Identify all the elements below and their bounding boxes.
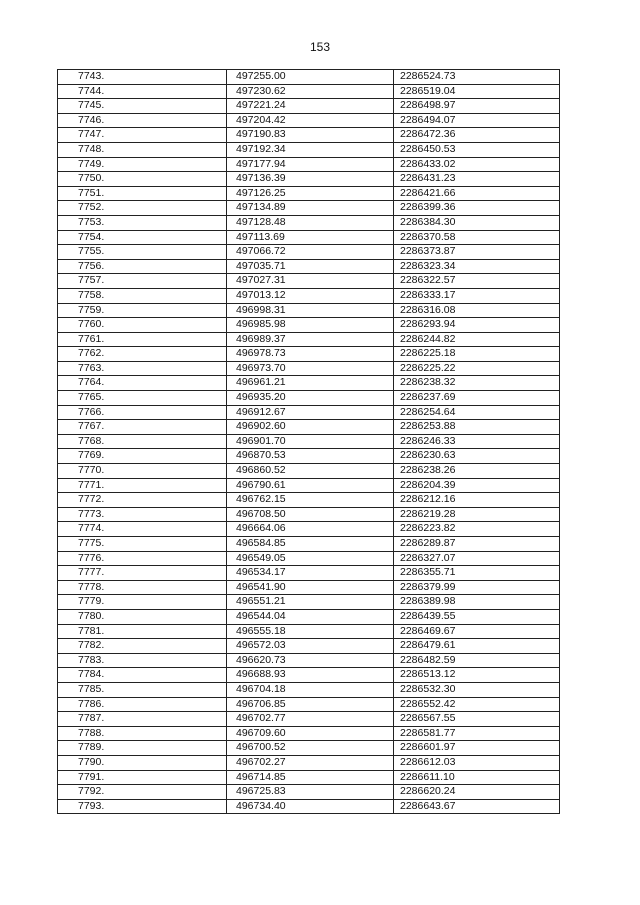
point-number-cell: 7764.	[58, 376, 227, 391]
table-row	[58, 682, 560, 697]
y-coordinate-cell: 2286316.08	[394, 303, 560, 318]
table-row	[58, 201, 560, 216]
point-number-cell: 7763.	[58, 361, 227, 376]
x-coordinate-cell: 496664.06	[227, 522, 394, 537]
x-coordinate-cell: 496935.20	[227, 391, 394, 406]
table-row	[58, 259, 560, 274]
point-number-cell: 7747.	[58, 128, 227, 143]
table-row	[58, 420, 560, 435]
x-coordinate-cell: 496584.85	[227, 537, 394, 552]
y-coordinate-cell: 2286225.18	[394, 347, 560, 362]
x-coordinate-cell: 497013.12	[227, 288, 394, 303]
y-coordinate-cell: 2286333.17	[394, 288, 560, 303]
x-coordinate-cell: 496985.98	[227, 318, 394, 333]
table-row	[58, 70, 560, 85]
table-row	[58, 157, 560, 172]
y-coordinate-cell: 2286513.12	[394, 668, 560, 683]
x-coordinate-cell: 496734.40	[227, 799, 394, 814]
point-number-cell: 7744.	[58, 84, 227, 99]
table-row	[58, 347, 560, 362]
table-row	[58, 785, 560, 800]
y-coordinate-cell: 2286238.26	[394, 464, 560, 479]
y-coordinate-cell: 2286431.23	[394, 172, 560, 187]
table-row	[58, 712, 560, 727]
table-row	[58, 537, 560, 552]
x-coordinate-cell: 497027.31	[227, 274, 394, 289]
x-coordinate-cell: 496973.70	[227, 361, 394, 376]
point-number-cell: 7768.	[58, 434, 227, 449]
y-coordinate-cell: 2286620.24	[394, 785, 560, 800]
point-number-cell: 7761.	[58, 332, 227, 347]
x-coordinate-cell: 496725.83	[227, 785, 394, 800]
x-coordinate-cell: 496534.17	[227, 566, 394, 581]
point-number-cell: 7754.	[58, 230, 227, 245]
point-number-cell: 7791.	[58, 770, 227, 785]
x-coordinate-cell: 496912.67	[227, 405, 394, 420]
table-row	[58, 128, 560, 143]
y-coordinate-cell: 2286293.94	[394, 318, 560, 333]
x-coordinate-cell: 496700.52	[227, 741, 394, 756]
x-coordinate-cell: 497192.34	[227, 142, 394, 157]
point-number-cell: 7757.	[58, 274, 227, 289]
point-number-cell: 7769.	[58, 449, 227, 464]
x-coordinate-cell: 496989.37	[227, 332, 394, 347]
y-coordinate-cell: 2286567.55	[394, 712, 560, 727]
x-coordinate-cell: 496708.50	[227, 507, 394, 522]
point-number-cell: 7785.	[58, 682, 227, 697]
y-coordinate-cell: 2286327.07	[394, 551, 560, 566]
x-coordinate-cell: 496541.90	[227, 580, 394, 595]
table-row	[58, 84, 560, 99]
y-coordinate-cell: 2286237.69	[394, 391, 560, 406]
y-coordinate-cell: 2286223.82	[394, 522, 560, 537]
x-coordinate-cell: 496902.60	[227, 420, 394, 435]
table-row	[58, 493, 560, 508]
table-row	[58, 770, 560, 785]
x-coordinate-cell: 497113.69	[227, 230, 394, 245]
point-number-cell: 7759.	[58, 303, 227, 318]
y-coordinate-cell: 2286355.71	[394, 566, 560, 581]
point-number-cell: 7762.	[58, 347, 227, 362]
x-coordinate-cell: 497136.39	[227, 172, 394, 187]
table-row	[58, 580, 560, 595]
y-coordinate-cell: 2286253.88	[394, 420, 560, 435]
x-coordinate-cell: 496620.73	[227, 653, 394, 668]
point-number-cell: 7778.	[58, 580, 227, 595]
y-coordinate-cell: 2286370.58	[394, 230, 560, 245]
y-coordinate-cell: 2286373.87	[394, 245, 560, 260]
x-coordinate-cell: 496702.77	[227, 712, 394, 727]
table-row	[58, 566, 560, 581]
table-row	[58, 639, 560, 654]
y-coordinate-cell: 2286524.73	[394, 70, 560, 85]
point-number-cell: 7767.	[58, 420, 227, 435]
x-coordinate-cell: 497128.48	[227, 215, 394, 230]
table-row	[58, 522, 560, 537]
table-row	[58, 274, 560, 289]
table-row	[58, 668, 560, 683]
point-number-cell: 7758.	[58, 288, 227, 303]
point-number-cell: 7752.	[58, 201, 227, 216]
table-row	[58, 464, 560, 479]
x-coordinate-cell: 497066.72	[227, 245, 394, 260]
y-coordinate-cell: 2286581.77	[394, 726, 560, 741]
x-coordinate-cell: 497230.62	[227, 84, 394, 99]
point-number-cell: 7781.	[58, 624, 227, 639]
table-row	[58, 303, 560, 318]
point-number-cell: 7766.	[58, 405, 227, 420]
x-coordinate-cell: 497035.71	[227, 259, 394, 274]
table-row	[58, 230, 560, 245]
x-coordinate-cell: 497221.24	[227, 99, 394, 114]
point-number-cell: 7749.	[58, 157, 227, 172]
point-number-cell: 7782.	[58, 639, 227, 654]
point-number-cell: 7748.	[58, 142, 227, 157]
table-row	[58, 799, 560, 814]
x-coordinate-cell: 496860.52	[227, 464, 394, 479]
table-row	[58, 449, 560, 464]
y-coordinate-cell: 2286482.59	[394, 653, 560, 668]
table-row	[58, 332, 560, 347]
y-coordinate-cell: 2286472.36	[394, 128, 560, 143]
y-coordinate-cell: 2286439.55	[394, 609, 560, 624]
y-coordinate-cell: 2286479.61	[394, 639, 560, 654]
point-number-cell: 7772.	[58, 493, 227, 508]
x-coordinate-cell: 496998.31	[227, 303, 394, 318]
table-row	[58, 99, 560, 114]
table-row	[58, 507, 560, 522]
point-number-cell: 7753.	[58, 215, 227, 230]
point-number-cell: 7786.	[58, 697, 227, 712]
y-coordinate-cell: 2286433.02	[394, 157, 560, 172]
y-coordinate-cell: 2286389.98	[394, 595, 560, 610]
y-coordinate-cell: 2286244.82	[394, 332, 560, 347]
table-row	[58, 551, 560, 566]
point-number-cell: 7760.	[58, 318, 227, 333]
point-number-cell: 7771.	[58, 478, 227, 493]
y-coordinate-cell: 2286469.67	[394, 624, 560, 639]
y-coordinate-cell: 2286254.64	[394, 405, 560, 420]
y-coordinate-cell: 2286238.32	[394, 376, 560, 391]
page-number: 153	[309, 40, 331, 54]
y-coordinate-cell: 2286289.87	[394, 537, 560, 552]
x-coordinate-cell: 496551.21	[227, 595, 394, 610]
table-row	[58, 653, 560, 668]
y-coordinate-cell: 2286219.28	[394, 507, 560, 522]
point-number-cell: 7792.	[58, 785, 227, 800]
coordinates-table	[57, 69, 560, 814]
y-coordinate-cell: 2286230.63	[394, 449, 560, 464]
point-number-cell: 7775.	[58, 537, 227, 552]
y-coordinate-cell: 2286323.34	[394, 259, 560, 274]
table-row	[58, 186, 560, 201]
point-number-cell: 7773.	[58, 507, 227, 522]
table-row	[58, 434, 560, 449]
coordinates-table-body	[58, 70, 560, 814]
x-coordinate-cell: 497190.83	[227, 128, 394, 143]
y-coordinate-cell: 2286399.36	[394, 201, 560, 216]
y-coordinate-cell: 2286519.04	[394, 84, 560, 99]
point-number-cell: 7779.	[58, 595, 227, 610]
x-coordinate-cell: 496961.21	[227, 376, 394, 391]
x-coordinate-cell: 496702.27	[227, 755, 394, 770]
table-row	[58, 318, 560, 333]
table-row	[58, 478, 560, 493]
x-coordinate-cell: 496714.85	[227, 770, 394, 785]
point-number-cell: 7746.	[58, 113, 227, 128]
y-coordinate-cell: 2286498.97	[394, 99, 560, 114]
point-number-cell: 7793.	[58, 799, 227, 814]
x-coordinate-cell: 496978.73	[227, 347, 394, 362]
y-coordinate-cell: 2286379.99	[394, 580, 560, 595]
x-coordinate-cell: 496790.61	[227, 478, 394, 493]
point-number-cell: 7789.	[58, 741, 227, 756]
point-number-cell: 7783.	[58, 653, 227, 668]
x-coordinate-cell: 496688.93	[227, 668, 394, 683]
point-number-cell: 7787.	[58, 712, 227, 727]
point-number-cell: 7770.	[58, 464, 227, 479]
x-coordinate-cell: 496870.53	[227, 449, 394, 464]
table-row	[58, 726, 560, 741]
x-coordinate-cell: 497177.94	[227, 157, 394, 172]
point-number-cell: 7751.	[58, 186, 227, 201]
x-coordinate-cell: 496762.15	[227, 493, 394, 508]
table-row	[58, 215, 560, 230]
y-coordinate-cell: 2286643.67	[394, 799, 560, 814]
table-row	[58, 391, 560, 406]
x-coordinate-cell: 497134.89	[227, 201, 394, 216]
point-number-cell: 7745.	[58, 99, 227, 114]
point-number-cell: 7743.	[58, 70, 227, 85]
x-coordinate-cell: 496709.60	[227, 726, 394, 741]
point-number-cell: 7765.	[58, 391, 227, 406]
y-coordinate-cell: 2286204.39	[394, 478, 560, 493]
x-coordinate-cell: 496706.85	[227, 697, 394, 712]
x-coordinate-cell: 497255.00	[227, 70, 394, 85]
table-row	[58, 245, 560, 260]
table-row	[58, 142, 560, 157]
y-coordinate-cell: 2286421.66	[394, 186, 560, 201]
x-coordinate-cell: 496572.03	[227, 639, 394, 654]
y-coordinate-cell: 2286450.53	[394, 142, 560, 157]
point-number-cell: 7780.	[58, 609, 227, 624]
x-coordinate-cell: 497126.25	[227, 186, 394, 201]
y-coordinate-cell: 2286601.97	[394, 741, 560, 756]
point-number-cell: 7790.	[58, 755, 227, 770]
table-row	[58, 755, 560, 770]
point-number-cell: 7776.	[58, 551, 227, 566]
table-row	[58, 741, 560, 756]
point-number-cell: 7788.	[58, 726, 227, 741]
table-row	[58, 595, 560, 610]
x-coordinate-cell: 496549.05	[227, 551, 394, 566]
table-row	[58, 113, 560, 128]
point-number-cell: 7784.	[58, 668, 227, 683]
y-coordinate-cell: 2286532.30	[394, 682, 560, 697]
x-coordinate-cell: 496555.18	[227, 624, 394, 639]
point-number-cell: 7777.	[58, 566, 227, 581]
y-coordinate-cell: 2286322.57	[394, 274, 560, 289]
y-coordinate-cell: 2286384.30	[394, 215, 560, 230]
table-row	[58, 405, 560, 420]
point-number-cell: 7750.	[58, 172, 227, 187]
x-coordinate-cell: 497204.42	[227, 113, 394, 128]
table-row	[58, 624, 560, 639]
x-coordinate-cell: 496544.04	[227, 609, 394, 624]
point-number-cell: 7755.	[58, 245, 227, 260]
y-coordinate-cell: 2286552.42	[394, 697, 560, 712]
y-coordinate-cell: 2286212.16	[394, 493, 560, 508]
point-number-cell: 7774.	[58, 522, 227, 537]
point-number-cell: 7756.	[58, 259, 227, 274]
table-row	[58, 361, 560, 376]
x-coordinate-cell: 496704.18	[227, 682, 394, 697]
y-coordinate-cell: 2286494.07	[394, 113, 560, 128]
y-coordinate-cell: 2286246.33	[394, 434, 560, 449]
x-coordinate-cell: 496901.70	[227, 434, 394, 449]
y-coordinate-cell: 2286225.22	[394, 361, 560, 376]
y-coordinate-cell: 2286611.10	[394, 770, 560, 785]
table-row	[58, 697, 560, 712]
table-row	[58, 288, 560, 303]
table-row	[58, 609, 560, 624]
y-coordinate-cell: 2286612.03	[394, 755, 560, 770]
table-row	[58, 172, 560, 187]
table-row	[58, 376, 560, 391]
